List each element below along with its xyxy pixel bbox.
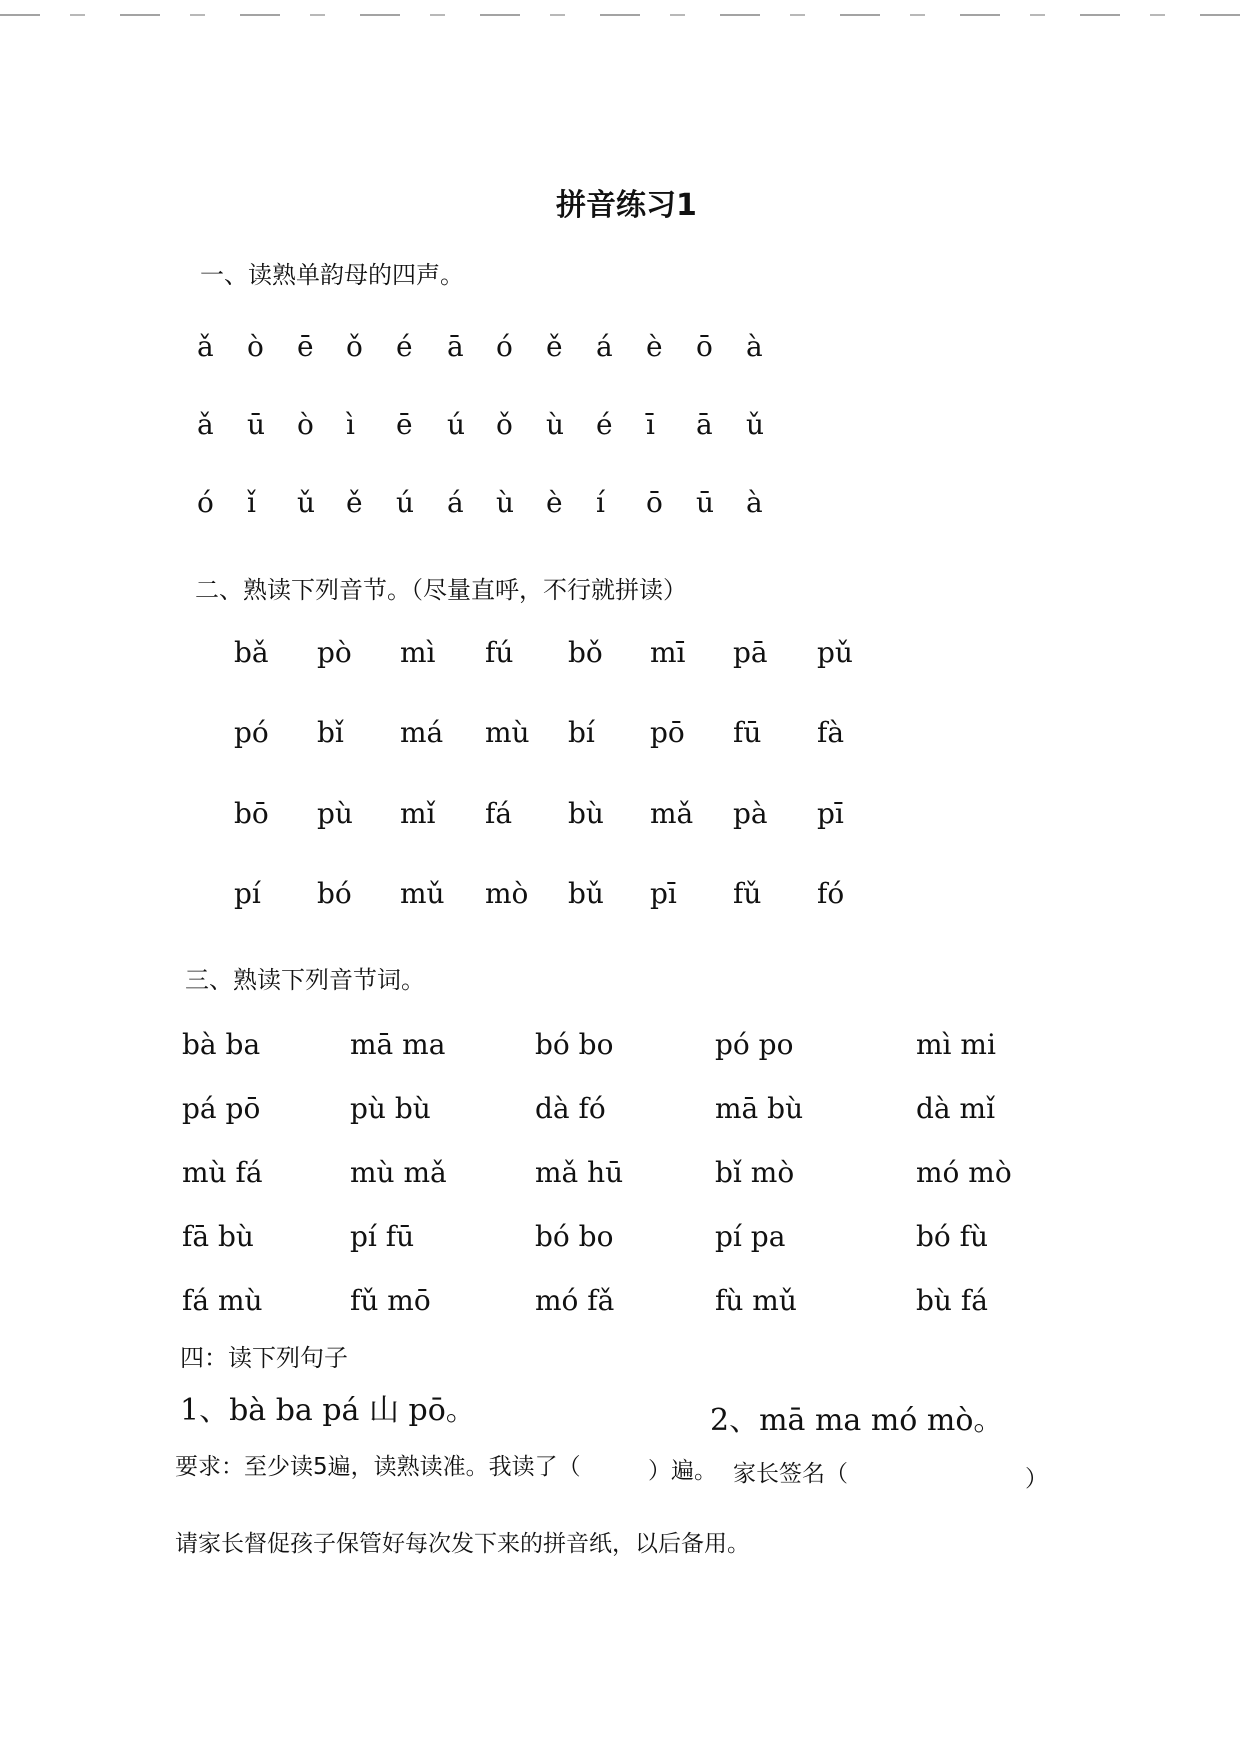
vowel-item: ò bbox=[297, 408, 314, 441]
vowel-item: ē bbox=[396, 408, 413, 441]
vowel-item: ǔ bbox=[297, 486, 316, 519]
vowel-item: é bbox=[396, 330, 413, 363]
word-item: mù fá bbox=[182, 1156, 263, 1189]
vowel-item: è bbox=[646, 330, 663, 363]
parent-signature-label: 家长签名（ bbox=[733, 1461, 848, 1487]
syllable-item: fú bbox=[485, 636, 514, 669]
sentence-1: 1、bà ba pá 山 pō。 bbox=[180, 1393, 476, 1428]
syllable-item: fó bbox=[817, 877, 845, 910]
syllable-item: bǐ bbox=[317, 716, 344, 749]
syllable-item: pù bbox=[317, 797, 353, 830]
vowel-item: ù bbox=[496, 486, 515, 519]
requirement-count-close: ）遍。 bbox=[648, 1458, 717, 1484]
syllable-item: pà bbox=[733, 797, 768, 830]
vowel-item: ó bbox=[496, 330, 513, 363]
syllable-item: mǎ bbox=[650, 797, 694, 830]
word-item: bó bo bbox=[535, 1028, 614, 1061]
syllable-item: bí bbox=[568, 716, 595, 749]
vowel-item: ú bbox=[447, 408, 466, 441]
vowel-item: ā bbox=[696, 408, 713, 441]
syllable-item: pō bbox=[650, 716, 685, 749]
word-item: mì mi bbox=[916, 1028, 996, 1061]
syllable-item: pī bbox=[817, 797, 844, 830]
section-3-heading: 三、熟读下列音节词。 bbox=[185, 966, 425, 994]
vowel-item: à bbox=[746, 330, 763, 363]
syllable-item: fà bbox=[817, 716, 845, 749]
syllable-item: pǔ bbox=[817, 636, 853, 669]
syllable-item: bō bbox=[234, 797, 269, 830]
syllable-item: pí bbox=[234, 877, 261, 910]
vowel-item: ǎ bbox=[197, 330, 214, 363]
word-item: fù mǔ bbox=[715, 1284, 797, 1317]
word-item: fá mù bbox=[182, 1284, 263, 1317]
vowel-item: ō bbox=[646, 486, 663, 519]
vowel-item: í bbox=[596, 486, 605, 519]
vowel-item: ò bbox=[247, 330, 264, 363]
vowel-item: ǎ bbox=[197, 408, 214, 441]
syllable-item: mì bbox=[400, 636, 436, 669]
vowel-item: ǐ bbox=[247, 486, 256, 519]
syllable-item: bǎ bbox=[234, 636, 269, 669]
syllable-item: pò bbox=[317, 636, 352, 669]
word-item: mǎ hū bbox=[535, 1156, 624, 1189]
syllable-item: bǒ bbox=[568, 636, 603, 669]
word-item: pí fū bbox=[350, 1220, 415, 1253]
syllable-item: fū bbox=[733, 716, 762, 749]
syllable-item: bó bbox=[317, 877, 352, 910]
word-item: pù bù bbox=[350, 1092, 431, 1125]
section-2-heading: 二、熟读下列音节。（尽量直呼，不行就拼读） bbox=[195, 576, 687, 604]
word-item: bǐ mò bbox=[715, 1156, 795, 1189]
vowel-item: á bbox=[596, 330, 613, 363]
word-item: mó mò bbox=[916, 1156, 1012, 1189]
vowel-item: ē bbox=[297, 330, 314, 363]
page-title: 拼音练习1 bbox=[556, 188, 697, 223]
vowel-item: ī bbox=[646, 408, 655, 441]
vowel-item: é bbox=[596, 408, 613, 441]
word-item: fā bù bbox=[182, 1220, 254, 1253]
word-item: bó fù bbox=[916, 1220, 989, 1253]
syllable-item: bù bbox=[568, 797, 604, 830]
word-item: pí pa bbox=[715, 1220, 786, 1253]
word-item: dà fó bbox=[535, 1092, 606, 1125]
vowel-item: ú bbox=[396, 486, 415, 519]
vowel-item: ū bbox=[247, 408, 266, 441]
vowel-item: á bbox=[447, 486, 464, 519]
vowel-item: ì bbox=[346, 408, 355, 441]
syllable-item: fá bbox=[485, 797, 513, 830]
section-1-heading: 一、读熟单韵母的四声。 bbox=[200, 261, 464, 289]
syllable-item: má bbox=[400, 716, 444, 749]
sentence-2: 2、mā ma mó mò。 bbox=[710, 1403, 1004, 1438]
syllable-item: pā bbox=[733, 636, 768, 669]
vowel-item: ǔ bbox=[746, 408, 765, 441]
section-4-heading: 四：读下列句子 bbox=[180, 1344, 348, 1372]
word-item: pá pō bbox=[182, 1092, 261, 1125]
word-item: mù mǎ bbox=[350, 1156, 447, 1189]
vowel-item: ě bbox=[546, 330, 563, 363]
syllable-item: bǔ bbox=[568, 877, 604, 910]
syllable-item: pī bbox=[650, 877, 677, 910]
vowel-item: ū bbox=[696, 486, 715, 519]
requirement-text: 要求：至少读5遍，读熟读准。我读了（ bbox=[175, 1454, 581, 1480]
syllable-item: mǔ bbox=[400, 877, 445, 910]
vowel-item: ù bbox=[546, 408, 565, 441]
scan-artifact-line bbox=[0, 14, 1240, 16]
parent-signature-close: ） bbox=[1025, 1466, 1048, 1492]
word-item: bó bo bbox=[535, 1220, 614, 1253]
word-item: pó po bbox=[715, 1028, 794, 1061]
vowel-item: ǒ bbox=[496, 408, 513, 441]
syllable-item: pó bbox=[234, 716, 269, 749]
vowel-item: à bbox=[746, 486, 763, 519]
word-item: bù fá bbox=[916, 1284, 988, 1317]
syllable-item: mò bbox=[485, 877, 529, 910]
syllable-item: mù bbox=[485, 716, 530, 749]
vowel-item: è bbox=[546, 486, 563, 519]
word-item: dà mǐ bbox=[916, 1092, 996, 1125]
syllable-item: mǐ bbox=[400, 797, 436, 830]
word-item: mā ma bbox=[350, 1028, 446, 1061]
vowel-item: ā bbox=[447, 330, 464, 363]
syllable-item: fǔ bbox=[733, 877, 762, 910]
word-item: mā bù bbox=[715, 1092, 804, 1125]
parent-note: 请家长督促孩子保管好每次发下来的拼音纸，以后备用。 bbox=[175, 1531, 750, 1557]
word-item: mó fǎ bbox=[535, 1284, 615, 1317]
vowel-item: ě bbox=[346, 486, 363, 519]
vowel-item: ó bbox=[197, 486, 214, 519]
word-item: bà ba bbox=[182, 1028, 261, 1061]
word-item: fǔ mō bbox=[350, 1284, 431, 1317]
vowel-item: ō bbox=[696, 330, 713, 363]
vowel-item: ǒ bbox=[346, 330, 363, 363]
syllable-item: mī bbox=[650, 636, 686, 669]
